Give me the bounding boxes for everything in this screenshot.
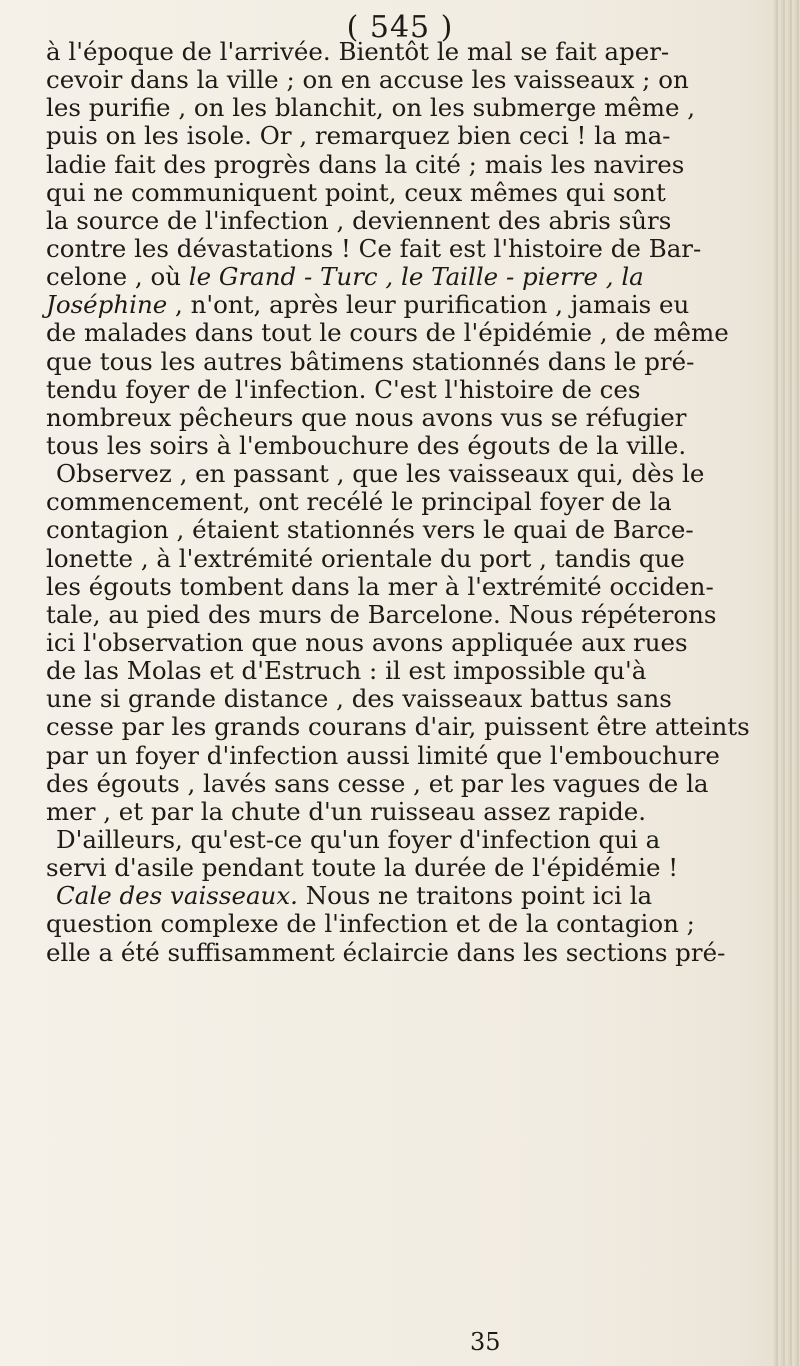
text-line: [46, 94, 764, 122]
text-line: [46, 516, 764, 544]
text-line: [46, 545, 764, 573]
text-segment: lonette , à l'extrémité orientale du port , tandis que: [46, 543, 685, 573]
text-segment: de malades dans tout le cours de l'épidémie , de même: [46, 318, 729, 348]
text-segment: contagion , étaient stationnés vers le quai de Barce-: [46, 515, 694, 545]
text-segment: ici l'observation que nous avons appliquée aux rues: [46, 627, 688, 657]
text-segment: qui ne communiquent point, ceux mêmes qui sont: [46, 177, 666, 207]
text-line: [46, 404, 764, 432]
page-number-header: ( 545 ): [346, 10, 454, 45]
text-segment: elle a été suffisamment éclaircie dans les sections pré-: [46, 937, 726, 967]
text-line: [46, 122, 764, 150]
text-segment: par un foyer d'infection aussi limité que l'embouchure: [46, 740, 720, 770]
text-segment: tendu foyer de l'infection. C'est l'histoire de ces: [46, 374, 641, 404]
italic-segment: Cale des vaisseaux.: [56, 881, 298, 911]
text-segment: Observez , en passant , que les vaisseaux qui, dès le: [56, 459, 705, 489]
text-segment: , n'ont, après leur purification , jamais eu: [167, 290, 690, 320]
text-line: [46, 179, 764, 207]
text-segment: à l'époque de l'arrivée. Bientôt le mal se fait aper-: [46, 37, 670, 66]
page-edge: [774, 0, 800, 1366]
text-line: [46, 432, 764, 460]
text-line: [46, 291, 764, 319]
text-segment: puis on les isole. Or , remarquez bien ceci ! la ma-: [46, 121, 671, 151]
text-segment: les purifie , on les blanchit, on les submerge même ,: [46, 93, 696, 123]
signature-mark: 35: [470, 1328, 501, 1356]
text-segment: tale, au pied des murs de Barcelone. Nous répéterons: [46, 599, 717, 629]
text-line: [46, 939, 764, 967]
text-segment: ladie fait des progrès dans la cité ; mais les navires: [46, 149, 685, 179]
text-line: [46, 742, 764, 770]
text-segment: celone , où: [46, 262, 189, 292]
text-line: [46, 460, 764, 488]
text-line: [46, 573, 764, 601]
text-line: [46, 657, 764, 685]
text-line: [46, 770, 764, 798]
text-segment: les égouts tombent dans la mer à l'extrémité occiden-: [46, 571, 714, 601]
text-segment: question complexe de l'infection et de la contagion ;: [46, 909, 695, 939]
text-segment: mer , et par la chute d'un ruisseau assez rapide.: [46, 796, 647, 826]
text-line: [46, 629, 764, 657]
text-segment: cesse par les grands courans d'air, puissent être atteints: [46, 712, 750, 742]
text-line: [46, 348, 764, 376]
text-segment: contre les dévastations ! Ce fait est l'histoire de Bar-: [46, 233, 702, 263]
text-line: [46, 263, 764, 291]
text-line: [46, 319, 764, 347]
text-line: [46, 66, 764, 94]
text-line: [46, 713, 764, 741]
text-segment: de las Molas et d'Estruch : il est impossible qu'à: [46, 656, 647, 686]
text-line: [46, 207, 764, 235]
italic-segment: Joséphine: [46, 290, 168, 320]
text-line: [46, 826, 764, 854]
text-line: [46, 38, 764, 66]
text-segment: la source de l'infection , deviennent des abris sûrs: [46, 205, 672, 235]
text-line: [46, 882, 764, 910]
text-segment: des égouts , lavés sans cesse , et par les vagues de la: [46, 768, 709, 798]
text-segment: que tous les autres bâtimens stationnés dans le pré-: [46, 346, 695, 376]
text-segment: cevoir dans la ville ; on en accuse les vaisseaux ; on: [46, 65, 689, 95]
body-text: [46, 38, 764, 967]
text-segment: une si grande distance , des vaisseaux battus sans: [46, 684, 672, 714]
text-line: [46, 601, 764, 629]
text-segment: nombreux pêcheurs que nous avons vus se réfugier: [46, 402, 687, 432]
text-line: [46, 376, 764, 404]
text-line: [46, 910, 764, 938]
text-line: [46, 488, 764, 516]
text-line: [46, 151, 764, 179]
text-segment: servi d'asile pendant toute la durée de l'épidémie !: [46, 853, 679, 883]
text-line: [46, 235, 764, 263]
text-segment: Nous ne traitons point ici la: [297, 881, 653, 911]
text-line: [46, 685, 764, 713]
text-segment: commencement, ont recélé le principal foyer de la: [46, 487, 672, 517]
text-line: [46, 854, 764, 882]
text-line: [46, 798, 764, 826]
text-segment: tous les soirs à l'embouchure des égouts de la ville.: [46, 430, 687, 460]
text-segment: D'ailleurs, qu'est-ce qu'un foyer d'infection qui a: [56, 824, 661, 854]
italic-segment: le Grand - Turc , le Taille - pierre , la: [188, 262, 644, 292]
